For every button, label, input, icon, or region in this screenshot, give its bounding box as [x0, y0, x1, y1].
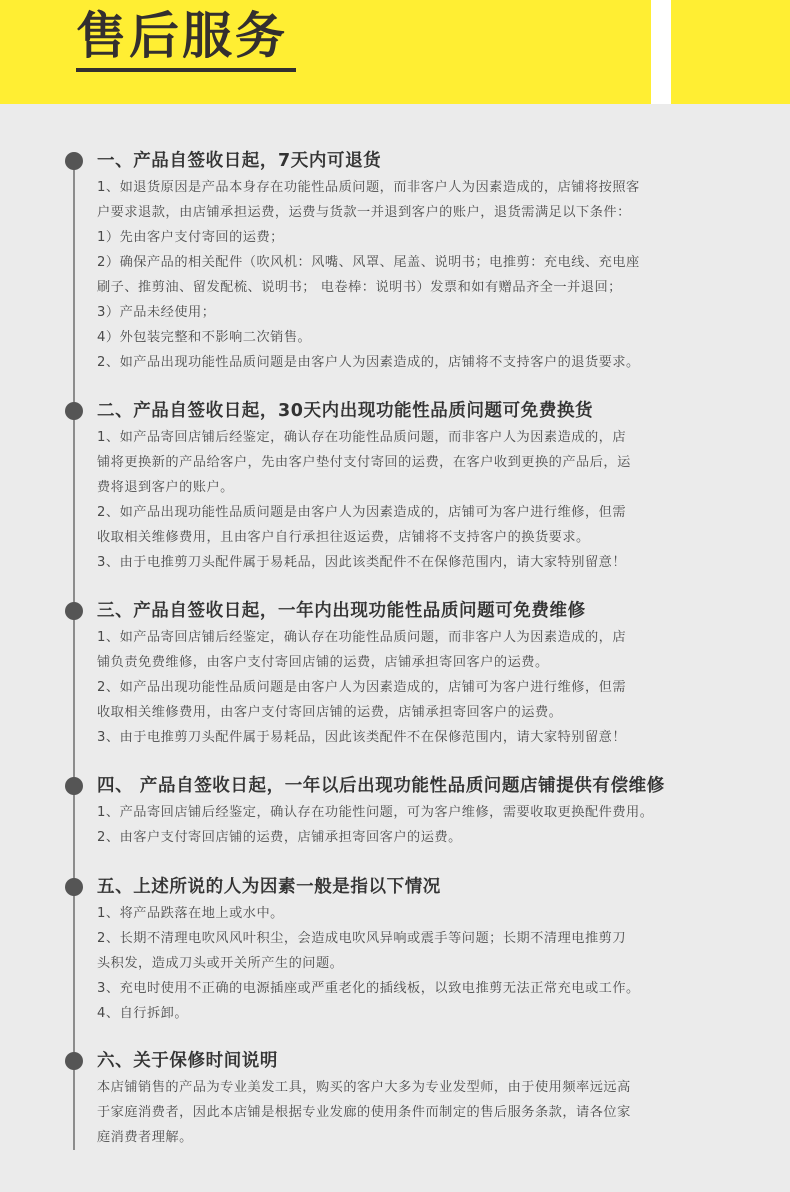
section-body-line: 4）外包装完整和不影响二次销售。	[97, 330, 312, 345]
section-body-line: 3、由于电推剪刀头配件属于易耗品，因此该类配件不在保修范围内，请大家特别留意！	[97, 555, 627, 570]
bullet-dot	[65, 602, 83, 620]
section-body-line: 1、如产品寄回店铺后经鉴定，确认存在功能性品质问题，而非客户人为因素造成的，店	[97, 630, 627, 645]
section-body-line: 庭消费者理解。	[97, 1130, 193, 1145]
section-heading: 三、产品自签收日起，一年内出现功能性品质问题可免费维修	[97, 601, 586, 621]
section-body-line: 刷子、推剪油、留发配梳、说明书； 电卷棒：说明书）发票和如有赠品齐全一并退回；	[97, 280, 622, 295]
section-body-line: 费将退到客户的账户。	[97, 480, 234, 495]
section-body-line: 4、自行拆卸。	[97, 1006, 189, 1021]
section-body-line: 1、如退货原因是产品本身存在功能性品质问题，而非客户人为因素造成的，店铺将按照客	[97, 180, 640, 195]
section-body-line: 1、产品寄回店铺后经鉴定，确认存在功能性问题，可为客户维修，需要收取更换配件费用。	[97, 805, 654, 820]
bullet-dot	[65, 402, 83, 420]
section-body-line: 铺负责免费维修，由客户支付寄回店铺的运费，店铺承担寄回客户的运费。	[97, 655, 549, 670]
bullet-dot	[65, 1052, 83, 1070]
section-body-line: 铺将更换新的产品给客户，先由客户垫付支付寄回的运费，在客户收到更换的产品后，运	[97, 455, 631, 470]
section-heading: 一、产品自签收日起，7天内可退货	[97, 151, 382, 171]
bullet-dot	[65, 777, 83, 795]
bullet-dot	[65, 152, 83, 170]
section-body-line: 1、将产品跌落在地上或水中。	[97, 906, 284, 921]
section-body-line: 3、充电时使用不正确的电源插座或严重老化的插线板，以致电推剪无法正常充电或工作。	[97, 981, 640, 996]
bullet-dot	[65, 878, 83, 896]
banner-divider	[651, 0, 671, 104]
section-body-line: 户要求退款，由店铺承担运费，运费与货款一并退到客户的账户，退货需满足以下条件：	[97, 205, 631, 220]
section-body-line: 2、如产品出现功能性品质问题是由客户人为因素造成的，店铺可为客户进行维修，但需	[97, 680, 627, 695]
section-body-line: 2、由客户支付寄回店铺的运费，店铺承担寄回客户的运费。	[97, 830, 462, 845]
section-body-line: 2）确保产品的相关配件（吹风机：风嘴、风罩、尾盖、说明书；电推剪：充电线、充电座	[97, 255, 640, 270]
section-body-line: 本店铺销售的产品为专业美发工具，购买的客户大多为专业发型师，由于使用频率远远高	[97, 1080, 631, 1095]
page-title: 售后服务	[76, 7, 288, 65]
section-body-line: 3、由于电推剪刀头配件属于易耗品，因此该类配件不在保修范围内，请大家特别留意！	[97, 730, 627, 745]
section-body-line: 收取相关维修费用，且由客户自行承担往返运费，店铺将不支持客户的换货要求。	[97, 530, 590, 545]
section-heading: 四、 产品自签收日起，一年以后出现功能性品质问题店铺提供有偿维修	[97, 776, 665, 796]
section-body-line: 收取相关维修费用，由客户支付寄回店铺的运费，店铺承担寄回客户的运费。	[97, 705, 563, 720]
section-heading: 五、上述所说的人为因素一般是指以下情况	[97, 877, 441, 897]
section-body-line: 2、如产品出现功能性品质问题是由客户人为因素造成的，店铺可为客户进行维修，但需	[97, 505, 627, 520]
section-heading: 六、关于保修时间说明	[97, 1051, 278, 1071]
section-body-line: 2、长期不清理电吹风风叶积尘，会造成电吹风异响或震手等问题；长期不清理电推剪刀	[97, 931, 627, 946]
section-heading: 二、产品自签收日起，30天内出现功能性品质问题可免费换货	[97, 401, 594, 421]
section-body-line: 2、如产品出现功能性品质问题是由客户人为因素造成的，店铺将不支持客户的退货要求。	[97, 355, 640, 370]
section-body-line: 1）先由客户支付寄回的运费；	[97, 230, 284, 245]
title-underline	[76, 68, 296, 72]
section-body-line: 1、如产品寄回店铺后经鉴定，确认存在功能性品质问题，而非客户人为因素造成的，店	[97, 430, 627, 445]
timeline-line	[73, 160, 75, 1150]
section-body-line: 于家庭消费者，因此本店铺是根据专业发廊的使用条件而制定的售后服务条款，请各位家	[97, 1105, 631, 1120]
section-body-line: 3）产品未经使用；	[97, 305, 216, 320]
section-body-line: 头积发，造成刀头或开关所产生的问题。	[97, 956, 344, 971]
